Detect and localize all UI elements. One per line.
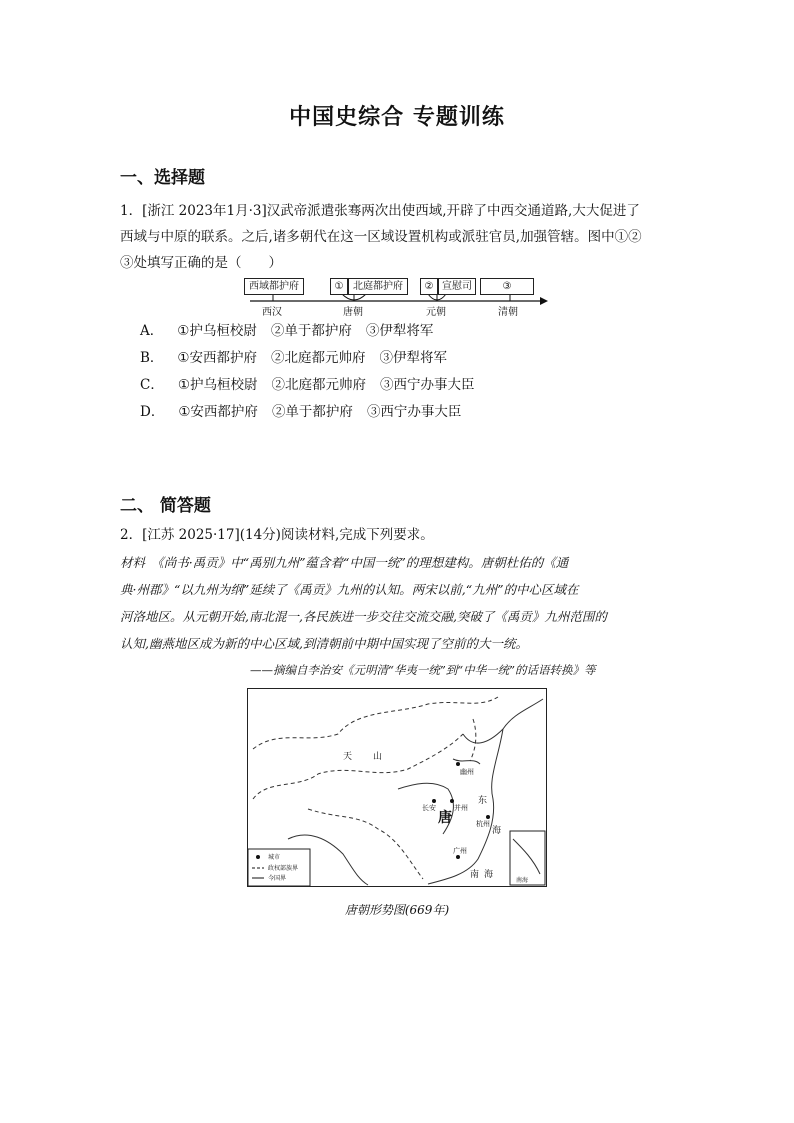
option-b-item-3: ③伊犁将军	[379, 350, 448, 366]
map-label-nanhai-1: 南	[470, 870, 480, 880]
map-label-tianshan-1: 天	[343, 752, 353, 762]
map-drawing	[248, 689, 546, 886]
option-d-item-2: ②单于都护府	[271, 404, 353, 420]
map-label-bingzhou: 并州	[454, 804, 468, 812]
map-label-tianshan-2: 山	[373, 752, 383, 762]
option-a-item-1: ①护乌桓校尉	[177, 323, 257, 339]
map-label-changan: 长安	[422, 804, 436, 812]
timeline-box-blank-1: ①	[330, 278, 348, 295]
tang-map	[247, 688, 547, 887]
option-b[interactable]	[140, 345, 461, 372]
question-1-line-3: ③处填写正确的是（ ）	[120, 255, 282, 271]
option-c[interactable]	[140, 372, 488, 399]
option-d-item-1: ①安西都护府	[178, 404, 258, 420]
section-heading-choice: 一、选择题	[120, 168, 205, 188]
option-d-key: D．	[140, 404, 165, 420]
material-source: ——摘编自李治安《元明清“华夷一统”到“中华一统”的话语转换》等	[250, 663, 596, 677]
page-title: 中国史综合 专题训练	[289, 104, 505, 130]
timeline-box-xuanwei: 宣慰司	[438, 278, 476, 295]
timeline-box-blank-3: ③	[480, 278, 534, 295]
material-line-4: 认知,幽燕地区成为新的中心区域,到清朝前中期中国实现了空前的大一统。	[120, 636, 528, 651]
material-line-2: 典·州郡》“以九州为纲”延续了《禹贡》九州的认知。两宋以前,“九州”的中心区域在	[120, 582, 579, 597]
option-c-item-1: ①护乌桓校尉	[177, 377, 258, 393]
map-label-tang: 唐	[438, 810, 452, 826]
option-b-item-1: ①安西都护府	[177, 350, 258, 366]
option-b-key: B．	[140, 350, 164, 366]
question-2-line-1: 2．[江苏 2025·17](14分)阅读材料,完成下列要求。	[120, 527, 434, 543]
section-heading-short-answer: 二、 简答题	[120, 496, 211, 516]
map-caption: 唐朝形势图(669年)	[344, 903, 450, 917]
option-c-item-2: ②北庭都元帅府	[271, 377, 366, 393]
option-a-item-2: ②单于都护府	[270, 323, 352, 339]
map-label-hai: 海	[492, 826, 502, 836]
option-d[interactable]	[140, 399, 475, 426]
legend-modern-border: 今国界	[268, 875, 287, 882]
option-c-item-3: ③西宁办事大臣	[379, 377, 475, 393]
timeline-figure	[240, 276, 550, 316]
material-line-1: 材料 《尚书·禹贡》中“禹别九州”蕴含着“中国一统”的理想建构。唐朝杜佑的《通	[120, 555, 569, 570]
option-a-key: A．	[140, 323, 164, 339]
timeline-box-beiting: 北庭都护府	[348, 278, 408, 295]
map-label-hangzhou: 杭州	[476, 820, 490, 828]
map-label-dong: 东	[478, 796, 488, 806]
map-inset-label: 南海	[516, 877, 529, 884]
material-line-3: 河洛地区。从元朝开始,南北混一,各民族进一步交往交流交融,突破了《禹贡》九州范围的	[120, 609, 607, 624]
option-c-key: C．	[140, 377, 164, 393]
era-label-xihan: 西汉	[262, 307, 282, 318]
legend-city: 城市	[268, 854, 281, 861]
timeline-box-blank-2: ②	[420, 278, 438, 295]
option-a-item-3: ③伊犁将军	[365, 323, 434, 339]
option-a[interactable]	[140, 318, 447, 345]
legend-regime-border: 政权部族界	[268, 865, 299, 872]
era-label-yuan: 元朝	[426, 307, 446, 318]
question-1-line-2: 西域与中原的联系。之后,诸多朝代在这一区域设置机构或派驻官员,加强管辖。图中①②	[120, 229, 642, 245]
map-label-youzhou: 幽州	[460, 768, 474, 776]
question-1-line-1: 1．[浙江 2023年1月·3]汉武帝派遣张骞两次出使西域,开辟了中西交通道路,大大促进了	[120, 203, 640, 219]
option-b-item-2: ②北庭都元帅府	[271, 350, 366, 366]
map-label-guangzhou: 广州	[453, 847, 467, 855]
era-label-qing: 清朝	[498, 307, 518, 318]
timeline-box-xiyu: 西域都护府	[244, 278, 304, 295]
era-label-tang: 唐朝	[343, 307, 363, 318]
map-label-nanhai-2: 海	[484, 870, 494, 880]
option-d-item-3: ③西宁办事大臣	[366, 404, 462, 420]
